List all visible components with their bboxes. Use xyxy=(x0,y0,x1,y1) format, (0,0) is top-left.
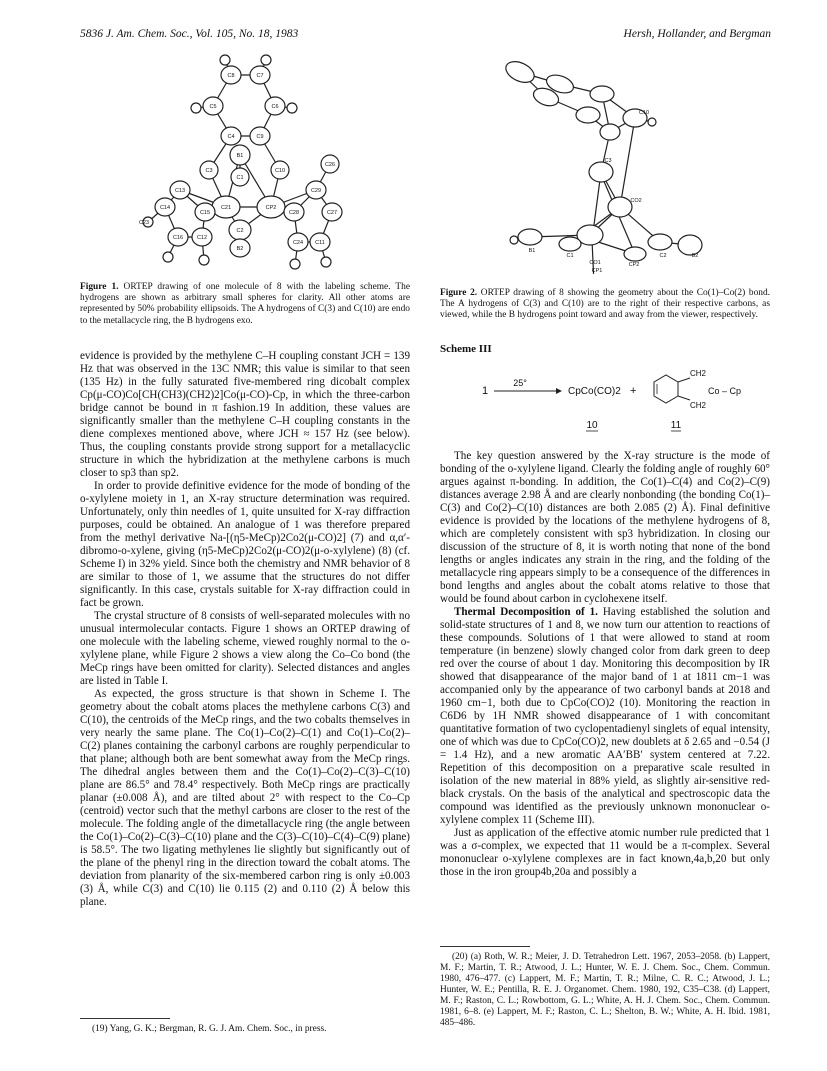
benzene-ring xyxy=(654,375,678,403)
figure-1-caption-label: Figure 1. xyxy=(80,282,119,292)
atom-label: B2 xyxy=(691,253,699,259)
paragraph: The key question answered by the X-ray structure is the mode of bonding of the o-xylylene ligand. Clearly the folding angle of roughly 60° argues against π-bonding. In addition, the Co(1)–C(4) and Co(2)–C(9) distances average 2.98 Å and are clearly nonbonding (the bonding Co(1)–C(3) and Co(2)–C(10) distances are both 2.085 (2) Å). Final definitive evidence is provided by the locations of the methylene hydrogens of 8, which are completely consistent with sp3 hybridization. In closing our discussion of the structure of 8, it is worth noting that none of the bond lengths or angles indicates any strain in the ring, and the folding of the metallacycle ring appears simply to be a consequence of the differences in bond lengths and angles about the cobalt atoms relative to those that would be found about carbon in cyclohexene itself. xyxy=(440,450,770,605)
footnote-rule xyxy=(440,946,530,947)
scheme-condition: 25° xyxy=(513,378,527,388)
figure-1-caption xyxy=(80,282,410,327)
atom-label: C24 xyxy=(292,240,304,246)
figure-2-caption xyxy=(440,288,770,322)
atom-label: C1 xyxy=(236,175,244,181)
scheme-product-1: CpCo(CO)2 xyxy=(568,386,621,397)
atom-label: C5 xyxy=(209,104,217,110)
atom-label: C7 xyxy=(256,73,264,79)
right-column-body xyxy=(440,450,770,879)
ch2-top: CH2 xyxy=(690,369,707,378)
atom-label: C23 xyxy=(138,220,150,226)
atom-label: C13 xyxy=(174,188,186,194)
atom-label: B2 xyxy=(236,246,244,252)
right-footnotes xyxy=(440,952,770,1029)
paragraph: Having established the solution and solid-state structures of 1 and 8, we now turn our attention to reactions of these compounds. Solutions of 1 that were allowed to stand at room temperature (in benzene) slowly changed color from dark green to deep red over the course of about 1 day. Monitoring this decomposition by IR showed that disappearance of the major band of 1 at 1811 cm−1 was accompanied only by the appearance of two carbonyl bands at 2018 and 1960 cm−1, both due to CpCo(CO)2 (10). Monitoring the reaction in C6D6 by 1H NMR showed disappearance of 1 with concomitant quantitative formation of two cyclopentadienyl singlets of equal intensity, one of which was due to CpCo(CO)2, new doublets at δ 2.65 and −0.54 (J = 1.4 Hz), and a new aromatic AA′BB′ system centered at 7.22. Repetition of this decomposition on a preparative scale resulted in isolation of the new material in 88% yield, as slightly air-sensitive red-black crystals. On the basis of the analytical and spectroscopic data the compound was identified as the previously unknown mononuclear o-xylylene complex 11 (Scheme III). xyxy=(440,606,770,826)
left-column-body xyxy=(80,350,410,909)
scheme-iii-drawing xyxy=(470,358,750,440)
atom-label: C10 xyxy=(638,110,650,116)
paragraph: As expected, the gross structure is that shown in Scheme I. The geometry about the cobalt atoms places the methylene carbons C(3) and C(10), the centroids of the MeCp rings, and the two cobalts themselves in very nearly the same plane. The Co(1)–Co(2)–C(1) and Co(1)–Co(2)–C(2) planes containing the carbonyl carbons are roughly perpendicular to that plane; although both are bent somewhat away from the MeCp rings. The dihedral angles between them and the Co(1)–Co(2)–C(3)–C(10) plane are 86.5° and 78.4° respectively. Both MeCp rings are practically planar (±0.008 Å), and are tilted about 2° with respect to the Co–Cp (centroid) vector such that the methyl carbons are closer to the rest of the molecule. The folding angle of the dimetallacycle ring (the angle between the Co(1)–Co(2)–C(3)–C(10) plane and the C(3)–C(10)–C(4)–C(9) plane) is 58.5°. The two ligating methylenes lie slightly but significantly out of the plane of the phenyl ring in the direction toward the cobalt atoms. The deviation from planarity of the six-membered carbon ring is only ±0.003 (3) Å, while C(3) and C(10) lie 0.115 (2) and 0.110 (2) Å below this plane. xyxy=(80,688,410,908)
compound-11-label: 11 xyxy=(670,420,682,431)
atom-label: C4 xyxy=(227,134,235,140)
atom-label: C2 xyxy=(236,228,244,234)
figure-2-ortep-drawing xyxy=(460,52,750,274)
ch2-bottom: CH2 xyxy=(690,401,707,410)
atom-label: C27 xyxy=(326,210,338,216)
atom-label: C14 xyxy=(159,205,171,211)
atom-label: CP2 xyxy=(265,205,277,211)
paragraph: The crystal structure of 8 consists of well-separated molecules with no unusual intermolecular contacts. Figure 1 shows an ORTEP drawing of one molecule with the labeling scheme, viewed roughly normal to the o-xylylene plane, while Figure 2 shows a view along the Co–Co bond (the MeCp rings have been omitted for clarity). Selected distances and angles are listed in Table I. xyxy=(80,610,410,687)
atom-label: CO2 xyxy=(630,198,642,204)
atom-label: C28 xyxy=(288,210,300,216)
left-footnotes xyxy=(80,1024,410,1035)
running-header-citation: 5836 J. Am. Chem. Soc., Vol. 105, No. 18, 1983 xyxy=(80,28,299,40)
scheme-reactant: 1 xyxy=(482,385,489,397)
scheme-iii-title: Scheme III xyxy=(440,343,492,355)
figure-2 xyxy=(460,52,750,274)
figure-2-caption-text: ORTEP drawing of 8 showing the geometry about the Co(1)–Co(2) bond. The A hydrogens of C(3) and C(10) are to the right of their respective carbons, as viewed, while the B hydrogens point toward and away from the viewer, respectively. xyxy=(440,288,771,321)
paragraph: In order to provide definitive evidence for the mode of bonding of the o-xylylene moiety in 1, an X-ray structure determination was required. Unfortunately, only thin needles of 1, quite unsuited for X-ray diffraction purposes, could be obtained. An analogue of 1 was therefore prepared from the methyl derivative Na-[(η5-MeCp)2Co2(μ-CO)2] (7) and α,α′-dibromo-o-xylene, giving (η5-MeCp)2Co2(μ-CO)2(μ-o-xylylene) (8) (cf. Scheme I) in 32% yield. Since both the chemistry and NMR behavior of 8 are similar to those of 1, we assume that the structures do not differ significantly. In this case, crystals suitable for X-ray diffraction could in fact be grown. xyxy=(80,480,410,609)
footnote: (20) (a) Roth, W. R.; Meier, J. D. Tetrahedron Lett. 1967, 2053–2058. (b) Lappert, M. F.; Martin, T. R.; Atwood, J. L.; Hunter, W. E. J. Chem. Soc., Chem. Commun. 1980, 476–477. (c) Lappert, M. F.; Martin, T. R.; Milne, C. R. C.; Atwood, J. L.; Hunter, W. E.; Pentilla, R. E. J. Organomet. Chem. 1980, 192, C35–C38. (d) Lappert, M. F.; Raston, C. L.; Rowbottom, G. L.; White, A. H. J. Chem. Soc., Chem. Commun. 1981, 6–8. (e) Lappert, M. F.; Raston, C. L.; Shelton, B. W.; White, A. H. Ibid. 1981, 485–486. xyxy=(440,952,770,1028)
atom-label: C16 xyxy=(172,235,184,241)
atom-label: C12 xyxy=(196,235,208,241)
atom-label: C3 xyxy=(604,158,612,164)
reaction-arrowhead xyxy=(556,388,562,394)
atom-label: C29 xyxy=(310,188,322,194)
atom-label: CP2 xyxy=(628,262,640,268)
atom-label: C3 xyxy=(205,168,213,174)
atom-label: C1 xyxy=(566,253,574,259)
atom-label: C9 xyxy=(256,134,264,140)
figure-1 xyxy=(120,52,380,280)
atom-label: C11 xyxy=(315,240,325,246)
atom-label: B1 xyxy=(528,248,536,254)
paragraph: evidence is provided by the methylene C–H coupling constant JCH = 139 Hz that was observed in the 13C NMR; this value is similar to that seen (135 Hz) in the fully saturated five-membered ring dicobalt complex Cp(μ-CO)Co[CH(CH3)(CH2)2]Co(μ-CO)-Cp, in which the three-carbon bridge cannot be bound in π fashion.19 In addition, these values are significantly smaller than the methylene C–H coupling constants in the diene complexes mentioned above, where JCH ≈ 157 Hz (see below). Thus, the coupling constants provide strong support for a metallacyclic structure in which the hybridization at the methylene carbons is much closer to sp3 than sp2. xyxy=(80,350,410,479)
footnote-rule xyxy=(80,1018,170,1019)
compound-10-label: 10 xyxy=(586,420,598,431)
atom-label: C26 xyxy=(324,162,336,168)
atom-label: C15 xyxy=(199,210,211,216)
scheme-iii xyxy=(470,358,750,440)
section-heading: Thermal Decomposition of 1. xyxy=(454,606,598,618)
paragraph: Just as application of the effective atomic number rule predicted that 1 was a σ-complex, we expected that 11 would be a π-complex. Several mononuclear o-xylylene complexes are in fact known,4a,b,20 but only those in the iron group4b,20a and possibly a xyxy=(440,827,770,878)
atom-label: C21 xyxy=(220,205,232,211)
co-cp-label: Co – Cp xyxy=(708,386,742,396)
atom-label: C6 xyxy=(271,104,279,110)
figure-2-caption-label: Figure 2. xyxy=(440,288,478,298)
atom-label: C8 xyxy=(227,73,235,79)
scheme-plus: + xyxy=(630,385,637,397)
atom-label: CO1 xyxy=(589,260,601,266)
atom-label: C10 xyxy=(274,168,286,174)
atom-label: C2 xyxy=(659,253,667,259)
footnote: (19) Yang, G. K.; Bergman, R. G. J. Am. Chem. Soc., in press. xyxy=(92,1024,327,1034)
atom-label: CP1 xyxy=(591,268,603,274)
figure-1-ortep-drawing xyxy=(120,52,380,280)
running-header-authors: Hersh, Hollander, and Bergman xyxy=(623,28,771,40)
atom-label: B1 xyxy=(236,153,244,159)
figure-1-caption-text: ORTEP drawing of one molecule of 8 with the labeling scheme. The hydrogens are shown as arbitrary small spheres for clarity. All other atoms are represented by 50% probability ellipsoids. The A hydrogens of C(3) and C(10) are endo to the metallacycle ring, the B hydrogens exo. xyxy=(80,282,411,326)
